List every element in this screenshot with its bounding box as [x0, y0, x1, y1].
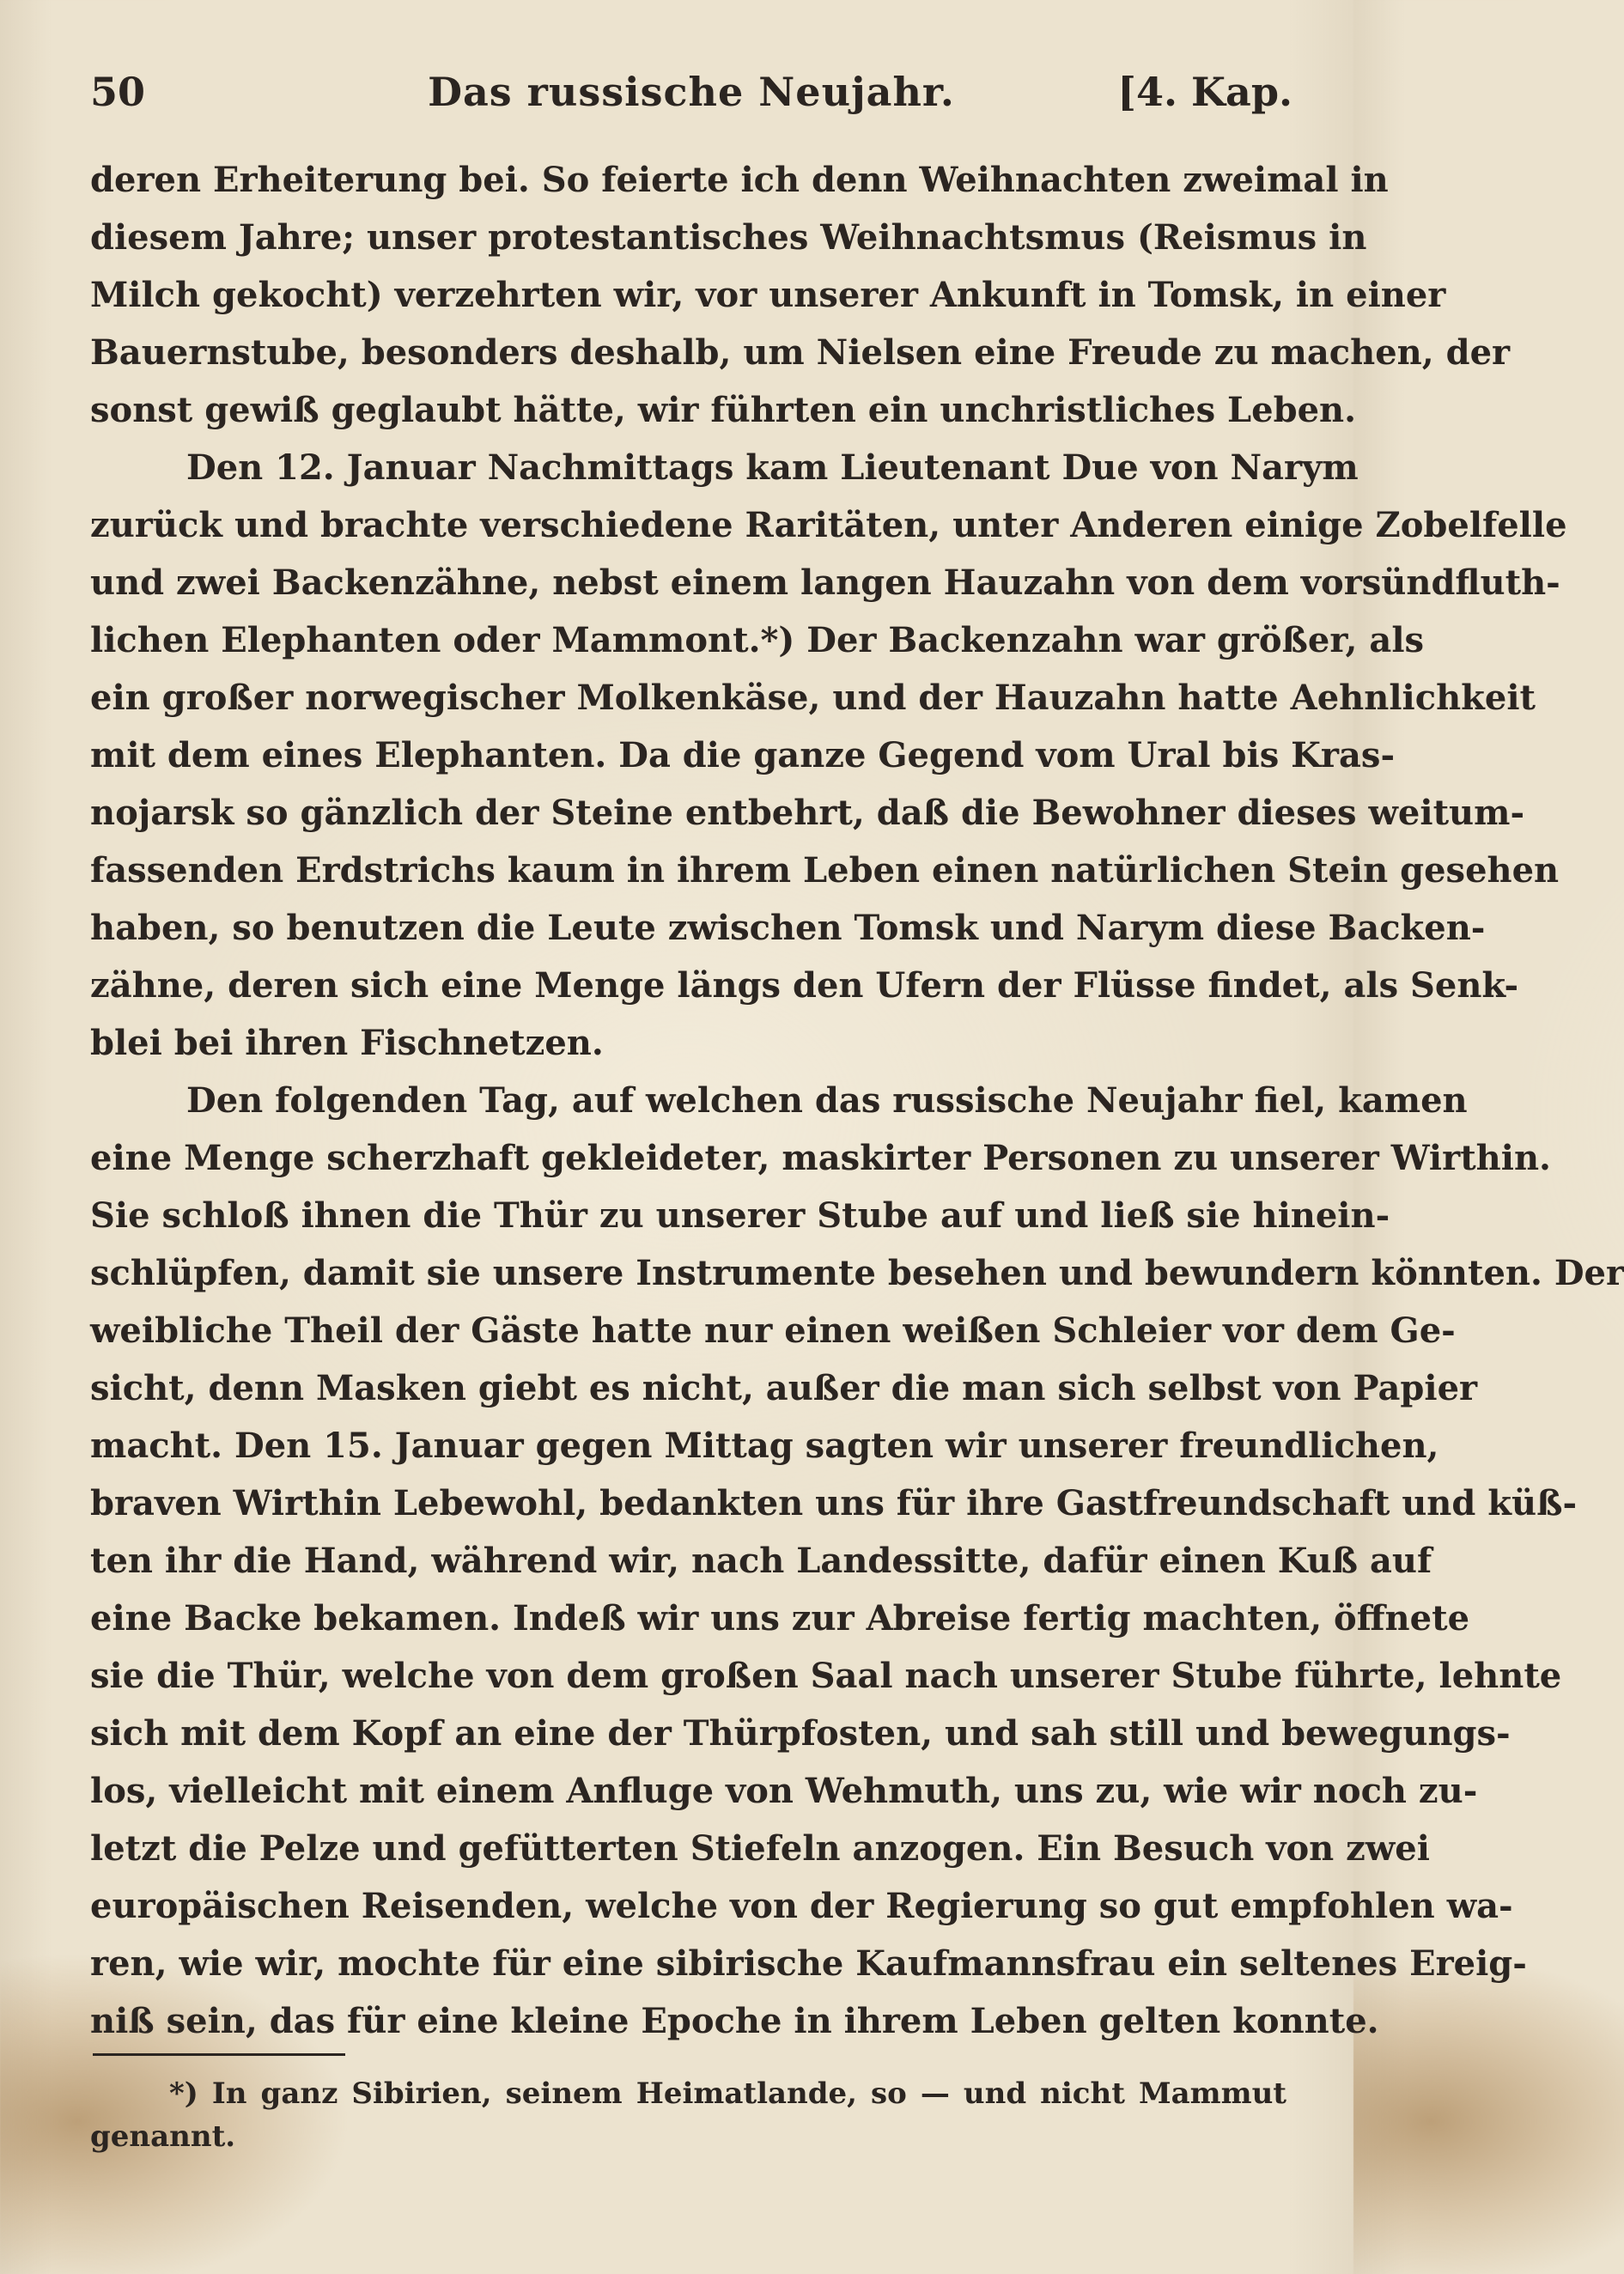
text-line: sie die Thür, welche von dem großen Saal nach unserer Stube führte, lehnte	[90, 1656, 1562, 1696]
text-line: deren Erheiterung bei. So feierte ich denn Weihnachten zweimal in	[90, 160, 1389, 200]
text-line: und zwei Backenzähne, nebst einem langen Hauzahn von dem vorsündfluth-	[90, 562, 1560, 603]
text-line: blei bei ihren Fischnetzen.	[90, 1023, 604, 1063]
body-text	[90, 151, 1624, 2050]
text-line: fassenden Erdstrichs kaum in ihrem Leben einen natürlichen Stein gesehen	[90, 850, 1560, 891]
text-line: europäischen Reisenden, welche von der Regierung so gut empfohlen wa-	[90, 1886, 1513, 1926]
text-line: eine Menge scherzhaft gekleideter, maskirter Personen zu unserer Wirthin.	[90, 1138, 1551, 1178]
text-line: diesem Jahre; unser protestantisches Weihnachtsmus (Reismus in	[90, 217, 1367, 258]
text-line: weibliche Theil der Gäste hatte nur einen weißen Schleier vor dem Ge-	[90, 1310, 1456, 1351]
text-line: macht. Den 15. Januar gegen Mittag sagten wir unserer freundlichen,	[90, 1426, 1439, 1466]
footnote	[90, 2072, 1286, 2158]
text-line: sicht, denn Masken giebt es nicht, außer die man sich selbst von Papier	[90, 1368, 1478, 1408]
text-line: haben, so benutzen die Leute zwischen Tomsk und Narym diese Backen-	[90, 908, 1486, 948]
text-line: ren, wie wir, mochte für eine sibirische Kaufmannsfrau ein seltenes Ereig-	[90, 1943, 1527, 1984]
text-line: letzt die Pelze und gefütterten Stiefeln anzogen. Ein Besuch von zwei	[90, 1828, 1430, 1869]
text-line: schlüpfen, damit sie unsere Instrumente besehen und bewundern könnten. Der	[90, 1253, 1624, 1293]
paragraph-start-line: Den 12. Januar Nachmittags kam Lieutenant Due von Narym	[186, 447, 1359, 488]
running-title: Das russische Neujahr.	[428, 69, 955, 115]
page-header	[90, 62, 1293, 122]
page-number: 50	[90, 69, 146, 115]
text-line: eine Backe bekamen. Indeß wir uns zur Abreise fertig machten, öffnete	[90, 1598, 1470, 1639]
text-line: Milch gekocht) verzehrten wir, vor unserer Ankunft in Tomsk, in einer	[90, 275, 1446, 315]
text-line: sonst gewiß geglaubt hätte, wir führten ein unchristliches Leben.	[90, 390, 1357, 430]
text-line: los, vielleicht mit einem Anfluge von Wehmuth, uns zu, wie wir noch zu-	[90, 1771, 1478, 1811]
text-line: lichen Elephanten oder Mammont.*) Der Backenzahn war größer, als	[90, 620, 1425, 660]
text-line: braven Wirthin Lebewohl, bedankten uns für ihre Gastfreundschaft und küß-	[90, 1483, 1578, 1523]
chapter-marker: [4. Kap.	[1117, 69, 1293, 115]
text-line: zähne, deren sich eine Menge längs den Ufern der Flüsse findet, als Senk-	[90, 965, 1519, 1006]
text-line: ein großer norwegischer Molkenkäse, und der Hauzahn hatte Aehnlichkeit	[90, 678, 1536, 718]
text-line: Sie schloß ihnen die Thür zu unserer Stube auf und ließ sie hinein-	[90, 1195, 1390, 1236]
text-line: niß sein, das für eine kleine Epoche in ihrem Leben gelten konnte.	[90, 2001, 1379, 2041]
text-line: zurück und brachte verschiedene Raritäten, unter Anderen einige Zobelfelle	[90, 505, 1567, 545]
paragraph-start-line: Den folgenden Tag, auf welchen das russische Neujahr fiel, kamen	[186, 1080, 1468, 1121]
text-line: mit dem eines Elephanten. Da die ganze Gegend vom Ural bis Kras-	[90, 735, 1396, 775]
text-line: sich mit dem Kopf an eine der Thürpfosten, und sah still und bewegungs-	[90, 1713, 1511, 1754]
text-line: nojarsk so gänzlich der Steine entbehrt, daß die Bewohner dieses weitum-	[90, 793, 1525, 833]
text-line: ten ihr die Hand, während wir, nach Landessitte, dafür einen Kuß auf	[90, 1541, 1432, 1581]
footnote-line: genannt.	[90, 2119, 236, 2154]
text-line: Bauernstube, besonders deshalb, um Nielsen eine Freude zu machen, der	[90, 332, 1511, 373]
footnote-line: *) In ganz Sibirien, seinem Heimatlande, so — und nicht Mammut	[169, 2076, 1286, 2111]
footnote-divider	[93, 2053, 345, 2056]
